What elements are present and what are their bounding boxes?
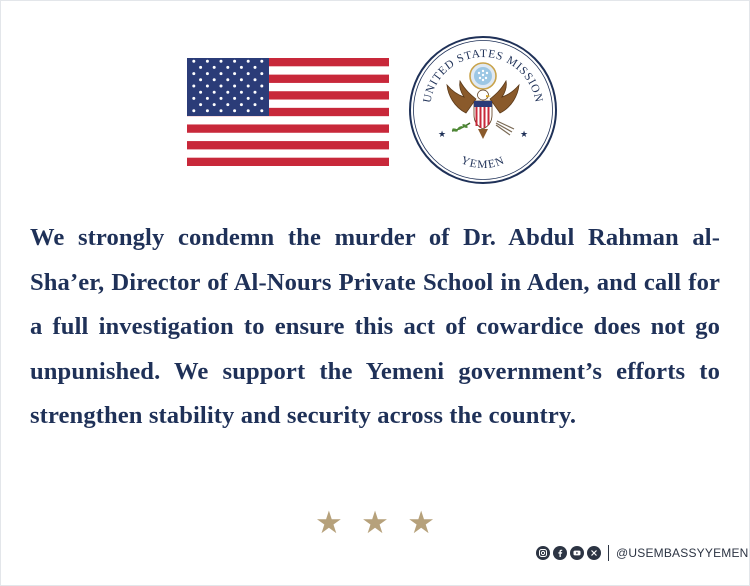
flag-star [233,85,236,88]
flag-star [247,109,250,112]
flag-star [260,109,263,112]
flag-star [206,72,209,75]
footer-divider [608,545,609,561]
star-icon: ★ [315,505,343,541]
flag-star [226,91,229,94]
flag-star [233,60,236,63]
flag-star [260,72,263,75]
flag-stripe [187,158,389,166]
flag-star [233,109,236,112]
flag-star [192,72,195,75]
flag-star [192,60,195,63]
star-icon: ★ [407,505,435,541]
flag-star [226,78,229,81]
seal-bottom-text: YEMEN [459,154,507,172]
svg-text:★: ★ [520,130,529,140]
flag-star [247,60,250,63]
flag-star [220,85,223,88]
flag-star [254,91,257,94]
flag-star [260,97,263,100]
social-handle[interactable]: @USEMBASSYYEMEN [616,546,749,560]
flag-star [199,66,202,69]
flag-star [206,60,209,63]
flag-star [260,85,263,88]
flag-star [199,91,202,94]
flag-stripe [187,124,389,132]
flag-star [213,103,216,106]
flag-star [233,72,236,75]
flag-star [213,91,216,94]
flag-stripe [187,141,389,149]
instagram-icon[interactable] [536,546,550,560]
seal-top-text: UNITED STATES MISSION [421,47,545,104]
flag-star [254,66,257,69]
svg-text:★: ★ [438,130,447,140]
flag-star [206,109,209,112]
flag-star [254,103,257,106]
flag-star [220,60,223,63]
flag-star [220,72,223,75]
flag-star [192,109,195,112]
youtube-icon[interactable] [570,546,584,560]
x-icon[interactable] [587,546,601,560]
flag-star [199,103,202,106]
flag-star [206,85,209,88]
flag-star [247,85,250,88]
flag-star [247,72,250,75]
star-icon: ★ [361,505,389,541]
flag-star [233,97,236,100]
flag-star [220,109,223,112]
flag-star [199,78,202,81]
flag-star [226,103,229,106]
facebook-icon[interactable] [553,546,567,560]
flag-star [206,97,209,100]
flag-star [213,78,216,81]
flag-star [254,78,257,81]
flag-star [226,66,229,69]
decorative-stars [315,505,435,541]
statement-text: We strongly condemn the murder of Dr. Abdul Rahman al-Sha’er, Director of Al-Nours Private School in Aden, and call for a full investigation to ensure this act of cowardice does not go unpunished. We support the Yemeni government’s efforts to strengthen stability and security across the country. [30,224,720,430]
flag-star [192,97,195,100]
flag-star [240,78,243,81]
flag-star [240,91,243,94]
embassy-seal [408,35,558,185]
flag-star [192,85,195,88]
flag-star [220,97,223,100]
us-flag [187,58,389,166]
flag-star [213,66,216,69]
social-footer [536,543,749,563]
flag-star [240,103,243,106]
flag-star [260,60,263,63]
flag-star [247,97,250,100]
flag-star [240,66,243,69]
